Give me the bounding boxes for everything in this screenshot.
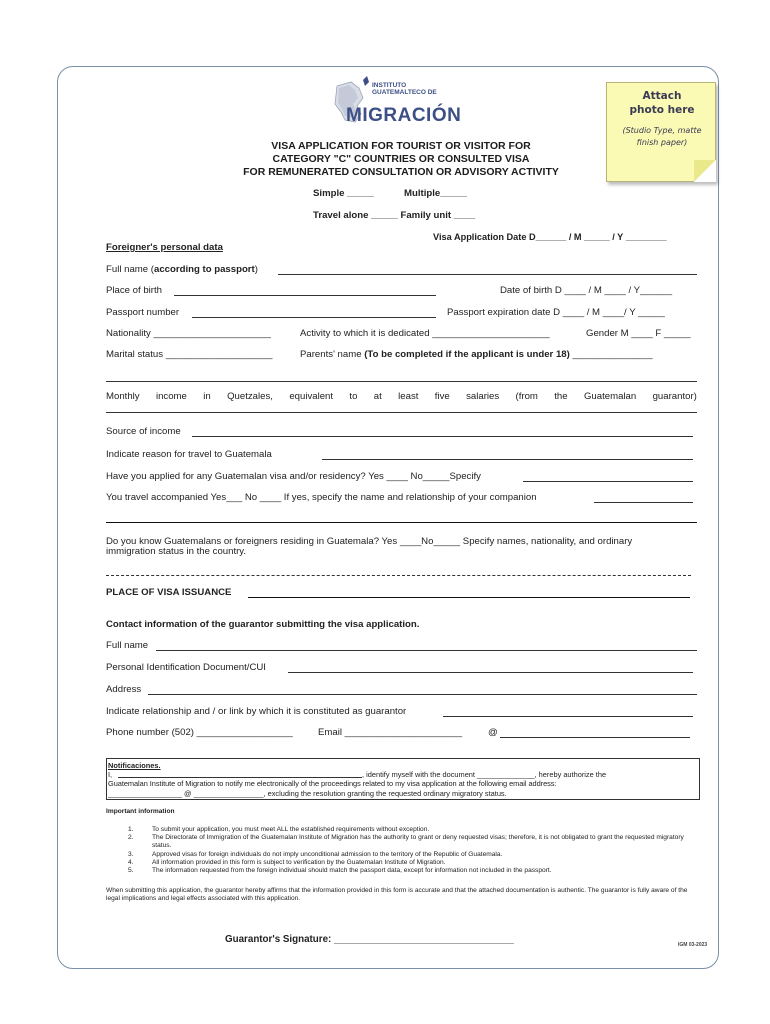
list-item: 3. Approved visas for foreign individuals do not imply unconditional admission to the territory of the Republic of Guatemala.	[128, 850, 503, 858]
notif-line1-end: , identify myself with the document ______________, hereby authorize the	[362, 770, 607, 779]
multiple-option[interactable]: Multiple_____	[404, 188, 467, 199]
list-item: 4. All information provided in this form is subject to verification by the Guatemalan Institute of Migration.	[128, 858, 446, 866]
full-name-label: Full name (according to passport)	[106, 264, 258, 275]
activity-field[interactable]: Activity to which it is dedicated ______________________	[300, 328, 550, 339]
guarantor-address-label: Address	[106, 684, 142, 695]
notif-line1-start: I,	[108, 770, 113, 779]
guarantor-email-field[interactable]: Email ______________________	[318, 727, 463, 738]
attach-photo-note	[606, 82, 716, 182]
logo-big-text: MIGRACIÓN	[346, 105, 462, 126]
guarantor-header: Contact information of the guarantor submitting the visa application.	[106, 619, 420, 630]
monthly-income-label: Monthly income in Quetzales, equivalent to at least five salaries (from the Guatemalan guarantor)	[106, 391, 697, 402]
list-item: 2. The Directorate of Immigration of the Guatemalan Institute of Migration has the authority to grant or deny requested visas; therefore, it is not obligated to grant the requested migratory status.	[128, 834, 684, 850]
notif-line2: Guatemalan Institute of Migration to notify me electronically of the proceedings related to my visa application at the following email address:	[108, 779, 557, 788]
guarantor-phone-field[interactable]: Phone number (502) __________________	[106, 727, 293, 738]
guarantor-name-label: Full name	[106, 640, 149, 651]
travel-reason-field[interactable]	[322, 459, 693, 460]
companion-line[interactable]	[106, 522, 697, 523]
important-info-title: Important information	[106, 808, 175, 815]
marital-status-field[interactable]: Marital status ____________________	[106, 349, 273, 360]
travel-alone-option[interactable]: Travel alone _____ Family unit ____	[313, 210, 476, 221]
gender-field[interactable]: Gender M ____ F _____	[586, 328, 691, 339]
place-of-birth-label: Place of birth	[106, 285, 162, 296]
place-issuance-field[interactable]	[248, 597, 690, 598]
guarantor-relationship-field[interactable]	[443, 716, 693, 717]
photo-type-label: (Studio Type, matte finish paper)	[622, 126, 702, 147]
guarantor-signature-field[interactable]: Guarantor's Signature: _________________________________	[225, 934, 514, 945]
date-of-birth-field[interactable]: Date of birth D ____ / M ____ / Y______	[500, 285, 673, 296]
applied-visa-label: Have you applied for any Guatemalan visa and/or residency? Yes ____ No_____Specify	[106, 471, 481, 482]
form-title: VISA APPLICATION FOR TOURIST OR VISITOR FOR CATEGORY "C" COUNTRIES OR CONSULTED VISA FOR REMUNERATED CONSULTATION OR ADVISORY ACTIVITY	[243, 140, 559, 178]
section-personal-data: Foreigner's personal data	[106, 242, 223, 253]
parents-name-field[interactable]: Parents' name (To be completed if the applicant is under 18) _______________	[300, 349, 653, 360]
nationality-field[interactable]: Nationality ______________________	[106, 328, 271, 339]
form-code: IGM 03-2023	[678, 942, 708, 948]
list-item: 1. To submit your application, you must meet ALL the established requirements without exception.	[128, 826, 430, 833]
application-date-field[interactable]: Visa Application Date D______ / M _____ / Y ________	[433, 232, 667, 242]
passport-expiration-field[interactable]: Passport expiration date D ____ / M ____/ Y _____	[447, 307, 665, 318]
applied-visa-field[interactable]	[523, 481, 693, 482]
travel-reason-label: Indicate reason for travel to Guatemala	[106, 449, 272, 460]
parents-name-line[interactable]	[106, 381, 697, 382]
guarantor-id-label: Personal Identification Document/CUI	[106, 662, 266, 673]
know-residents-label-2: immigration status in the country.	[106, 546, 247, 557]
passport-number-field[interactable]	[192, 317, 436, 318]
place-of-birth-field[interactable]	[174, 295, 436, 296]
guarantor-affirmation: When submitting this application, the guarantor hereby affirms that the information provided in this form is accurate and that the attached documentation is authentic. The guarantor is fully aware of the legal implications and legal effects associated with this application.	[106, 887, 688, 903]
guarantor-name-field[interactable]	[156, 650, 697, 651]
monthly-income-field[interactable]	[106, 412, 697, 413]
email-at-symbol: @	[488, 727, 498, 738]
list-item: 5. The information requested from the foreign individual should match the passport data, except for information not included in the passport.	[128, 867, 552, 875]
source-of-income-field[interactable]	[192, 436, 693, 437]
attach-photo-label: Attach photo here	[629, 90, 695, 116]
simple-option[interactable]: Simple _____	[313, 188, 374, 199]
notif-name-field[interactable]	[118, 777, 362, 778]
know-residents-label: Do you know Guatemalans or foreigners residing in Guatemala? Yes ____No_____ Specify names, nationality, and ordinary	[106, 536, 633, 547]
source-of-income-label: Source of income	[106, 426, 181, 437]
notif-line3[interactable]: __________________ @ _________________, excluding the resolution granting the requested ordinary migratory status.	[108, 789, 507, 798]
guarantor-address-field[interactable]	[148, 694, 697, 695]
accompanied-label: You travel accompanied Yes___ No ____ If yes, specify the name and relationship of your companion	[106, 492, 537, 503]
passport-number-label: Passport number	[106, 307, 180, 318]
place-issuance-label: PLACE OF VISA ISSUANCE	[106, 587, 232, 598]
guarantor-email-domain-field[interactable]	[500, 737, 690, 738]
guarantor-relationship-label: Indicate relationship and / or link by which it is constituted as guarantor	[106, 706, 407, 717]
notifications-title: Notificaciones.	[108, 761, 161, 770]
full-name-field[interactable]	[278, 274, 697, 275]
accompanied-field[interactable]	[594, 502, 693, 503]
note-fold	[694, 160, 716, 182]
know-residents-field[interactable]	[106, 575, 691, 576]
logo-small-text: INSTITUTO GUATEMALTECO DE	[372, 82, 437, 96]
guarantor-id-field[interactable]	[288, 672, 693, 673]
important-info-list	[128, 826, 700, 875]
